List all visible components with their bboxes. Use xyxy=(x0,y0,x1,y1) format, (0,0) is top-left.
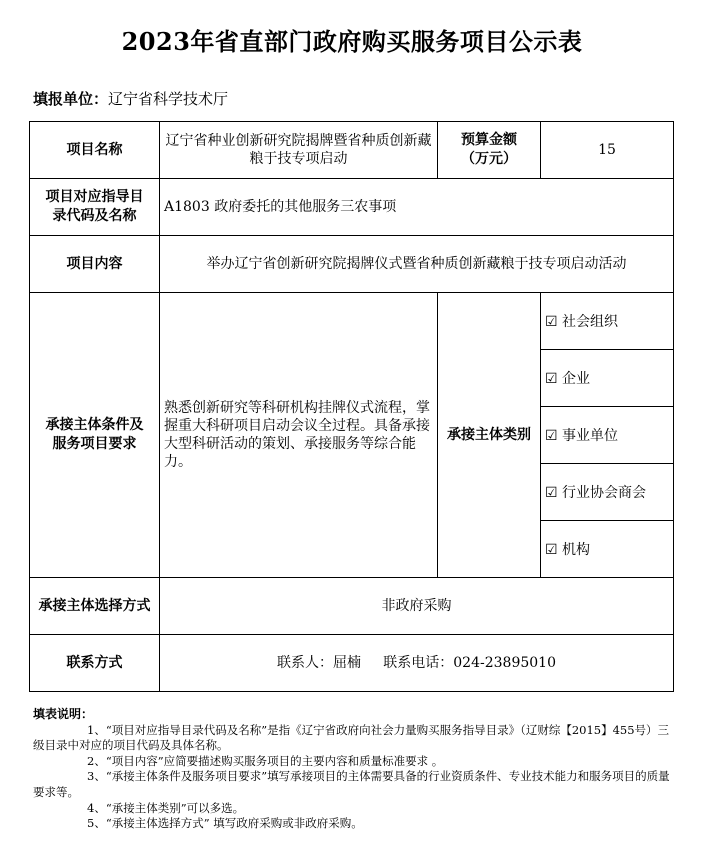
notes-heading: 填表说明： xyxy=(33,707,94,721)
category-option[interactable] xyxy=(541,350,674,407)
category-option-label: 机构 xyxy=(562,542,591,558)
budget-label-line1: 预算金额 xyxy=(461,132,517,148)
budget-label-line2: （万元） xyxy=(461,151,517,167)
project-name-value: 辽宁省种业创新研究院揭牌暨省种质创新藏粮于技专项启动 xyxy=(160,122,438,179)
selection-label: 承接主体选择方式 xyxy=(30,578,160,635)
reporting-unit-label: 填报单位： xyxy=(33,90,109,108)
project-name-label: 项目名称 xyxy=(30,122,160,179)
category-option[interactable] xyxy=(541,464,674,521)
project-name-row xyxy=(30,122,674,179)
note-item: 1、“项目对应指导目录代码及名称”是指《辽宁省政府向社会力量购买服务指导目录》（辽财综【2015】455号）三级目录中对应的项目代码及具体名称。 xyxy=(33,722,670,753)
project-table xyxy=(29,121,674,692)
catalog-label-line2: 录代码及名称 xyxy=(52,208,137,224)
checkbox-icon: ☑ xyxy=(545,314,558,330)
reporting-unit xyxy=(33,88,228,109)
category-option-label: 行业协会商会 xyxy=(562,485,647,501)
catalog-label-line1: 项目对应指导目 xyxy=(45,189,144,205)
checkbox-icon: ☑ xyxy=(545,485,558,501)
filling-notes xyxy=(33,707,673,832)
requirement-label-line1: 承接主体条件及 xyxy=(45,417,144,433)
catalog-label xyxy=(30,179,160,236)
contact-label: 联系方式 xyxy=(30,635,160,692)
catalog-value: A1803 政府委托的其他服务三农事项 xyxy=(160,179,674,236)
contact-value: 联系人：屈楠 联系电话：024-23895010 xyxy=(160,635,674,692)
content-value: 举办辽宁省创新研究院揭牌仪式暨省种质创新藏粮于技专项启动活动 xyxy=(160,236,674,293)
requirement-label xyxy=(30,293,160,578)
content-row xyxy=(30,236,674,293)
selection-row xyxy=(30,578,674,635)
category-option-label: 企业 xyxy=(562,371,591,387)
category-option-label: 社会组织 xyxy=(562,314,619,330)
requirement-row xyxy=(30,293,674,350)
page-title: 2023年省直部门政府购买服务项目公示表 xyxy=(121,27,583,56)
category-label: 承接主体类别 xyxy=(438,293,541,578)
category-option[interactable] xyxy=(541,521,674,578)
note-item: 5、“承接主体选择方式” 填写政府采购或非政府采购。 xyxy=(87,816,363,831)
note-item: 3、“承接主体条件及服务项目要求”填写承接项目的主体需要具备的行业资质条件、专业技术能力和服务项目的质量要求等。 xyxy=(33,769,670,799)
reporting-unit-value: 辽宁省科学技术厅 xyxy=(108,90,229,108)
category-option-label: 事业单位 xyxy=(562,428,619,444)
checkbox-icon: ☑ xyxy=(545,428,558,444)
checkbox-icon: ☑ xyxy=(545,371,558,387)
budget-label xyxy=(438,122,541,179)
note-item: 4、“承接主体类别”可以多选。 xyxy=(87,800,245,815)
content-label: 项目内容 xyxy=(30,236,160,293)
requirement-value: 熟悉创新研究等科研机构挂牌仪式流程，掌握重大科研项目启动会议全过程。具备承接大型科研活动的策划、承接服务等综合能力。 xyxy=(160,293,438,578)
selection-value: 非政府采购 xyxy=(160,578,674,635)
contact-row xyxy=(30,635,674,692)
checkbox-icon: ☑ xyxy=(545,542,558,558)
note-item: 2、“项目内容”应简要描述购买服务项目的主要内容和质量标准要求 。 xyxy=(87,753,444,768)
catalog-row xyxy=(30,179,674,236)
requirement-label-line2: 服务项目要求 xyxy=(52,436,137,452)
category-option[interactable] xyxy=(541,407,674,464)
budget-value: 15 xyxy=(541,122,674,179)
category-option[interactable] xyxy=(541,293,674,350)
